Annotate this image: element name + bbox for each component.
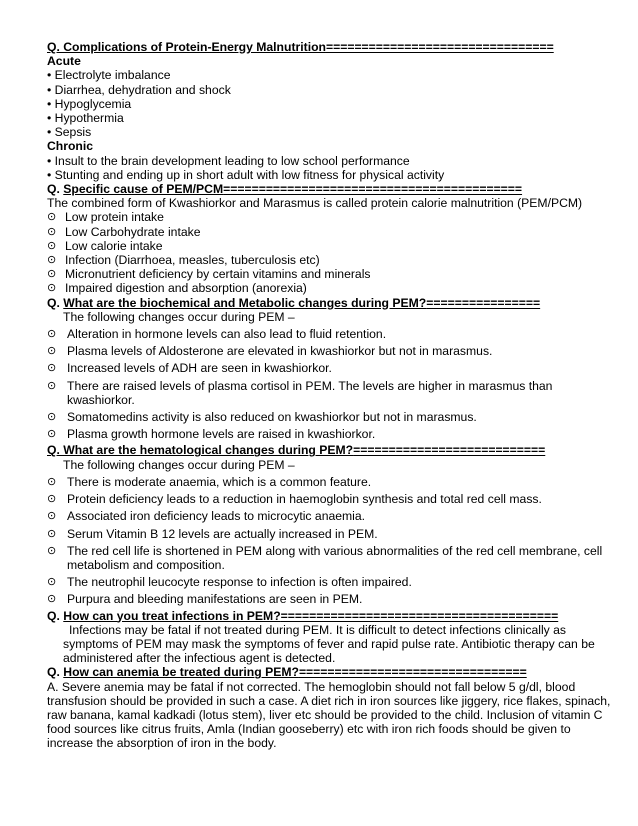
circle-dot-icon: ⊙ [47,211,57,224]
section-heading-specific-cause [47,182,619,196]
circle-dot-icon: ⊙ [47,239,57,252]
circle-dot-icon: ⊙ [47,475,57,488]
list-item: ⊙ Protein deficiency leads to a reduction in haemoglobin synthesis and total red cell mass. [47,492,542,507]
section-intro: The following changes occur during PEM – [63,309,295,324]
circle-dot-icon: ⊙ [47,428,57,441]
circle-dot-icon: ⊙ [47,345,57,358]
section-intro: The following changes occur during PEM – [63,457,295,472]
heading-prefix: Q. [47,665,60,680]
circle-dot-icon: ⊙ [47,493,57,506]
list-item: • Insult to the brain development leading to low school performance [47,153,410,168]
heading-rule: =========================== [353,443,546,458]
circle-dot-icon: ⊙ [47,411,57,424]
list-item: ⊙ Low protein intake [47,210,164,225]
list-item: ⊙ Infection (Diarrhoea, measles, tuberculosis etc) [47,253,320,268]
heading-rule: ================================ [325,40,554,54]
section-heading-hematological [47,443,619,457]
circle-dot-icon: ⊙ [47,254,57,267]
section-body: A. Severe anemia may be fatal if not corrected. The hemoglobin should not fall below 5 g/dl, blood transfusion should be provided in such a case. A diet rich in iron sources like jiggery, rice flakes, spinach, raw banana, kamal kadkadi (lotus stem), liver etc should be provided to the child. Inclusion of vitamin C food sources like citrus fruits, Amla (Indian gooseberry) etc with iron rich foods should be given to increase the absorption of iron in the body. [47,679,611,751]
list-item: ⊙ Purpura and bleeding manifestations are seen in PEM. [47,592,363,607]
list-item: ⊙ Serum Vitamin B 12 levels are actually increased in PEM. [47,526,378,541]
heading-prefix: Q. [47,608,60,623]
heading-text: How can you treat infections in PEM?======================================= [63,608,559,623]
heading-text: Q. Complications of Protein-Energy Malnutrition [47,40,326,54]
list-item: • Electrolyte imbalance [47,68,171,83]
list-item: • Sepsis [47,125,92,140]
list-item: ⊙ Plasma growth hormone levels are raised in kwashiorkor. [47,427,376,442]
list-item: ⊙ Low Carbohydrate intake [47,224,201,239]
circle-dot-icon: ⊙ [47,282,57,295]
circle-dot-icon: ⊙ [47,593,57,606]
circle-dot-icon: ⊙ [47,225,57,238]
section-intro: The combined form of Kwashiorkor and Marasmus is called protein calorie malnutrition (PEM/PCM) [47,196,583,211]
list-item: ⊙ Impaired digestion and absorption (anorexia) [47,281,307,296]
circle-dot-icon: ⊙ [47,544,57,557]
list-item: • Diarrhea, dehydration and shock [47,82,231,97]
circle-dot-icon: ⊙ [47,510,57,523]
list-item: ⊙ Associated iron deficiency leads to microcytic anaemia. [47,509,366,524]
list-item: ⊙ Somatomedins activity is also reduced on kwashiorkor but not in marasmus. [47,410,477,425]
list-item: ⊙ Increased levels of ADH are seen in kwashiorkor. [47,361,332,376]
list-item: ⊙ The neutrophil leucocyte response to infection is often impaired. [47,575,412,590]
heading-text: How can anemia be treated during PEM?================================ [63,665,527,680]
heading-text: Specific cause of PEM/PCM========================================== [63,182,523,197]
circle-dot-icon: ⊙ [47,328,57,341]
list-item: • Hypoglycemia [47,96,132,111]
section-heading-biochemical [47,296,619,310]
list-item: • Stunting and ending up in short adult with low fitness for physical activity [47,167,445,182]
heading-text: What are the biochemical and Metabolic changes during PEM?================ [63,295,541,310]
circle-dot-icon: ⊙ [47,268,57,281]
heading-prefix: Q. [47,182,60,197]
circle-dot-icon: ⊙ [47,362,57,375]
list-item: ⊙ Plasma levels of Aldosterone are elevated in kwashiorkor but not in marasmus. [47,344,493,359]
acute-label: Acute [47,54,81,69]
list-item: ⊙ The red cell life is shortened in PEM along with various abnormalities of the red cell membrane, cell metabolism and composition. [47,543,603,572]
circle-dot-icon: ⊙ [47,379,57,392]
list-item: • Hypothermia [47,111,124,126]
section-heading-complications [47,40,619,54]
circle-dot-icon: ⊙ [47,527,57,540]
chronic-label: Chronic [47,139,94,154]
heading-text: Q. What are the hematological changes during PEM? [47,443,354,458]
section-heading-infections [47,609,619,623]
circle-dot-icon: ⊙ [47,576,57,589]
heading-prefix: Q. [47,295,60,310]
list-item: ⊙ Alteration in hormone levels can also lead to fluid retention. [47,327,387,342]
list-item: ⊙ There are raised levels of plasma cortisol in PEM. The levels are higher in marasmus than kwashiorkor. [47,378,553,407]
list-item: ⊙ Low calorie intake [47,238,163,253]
list-item: ⊙ There is moderate anaemia, which is a common feature. [47,474,372,489]
list-item: ⊙ Micronutrient deficiency by certain vitamins and minerals [47,267,371,282]
section-heading-anemia [47,665,619,679]
section-body: Infections may be fatal if not treated during PEM. It is difficult to detect infections clinically as symptoms of PEM may mask the symptoms of fever and rapid pulse rate. Antibiotic therapy can be administered after the infectious agent is detected. [63,622,595,666]
document-page [47,40,619,751]
